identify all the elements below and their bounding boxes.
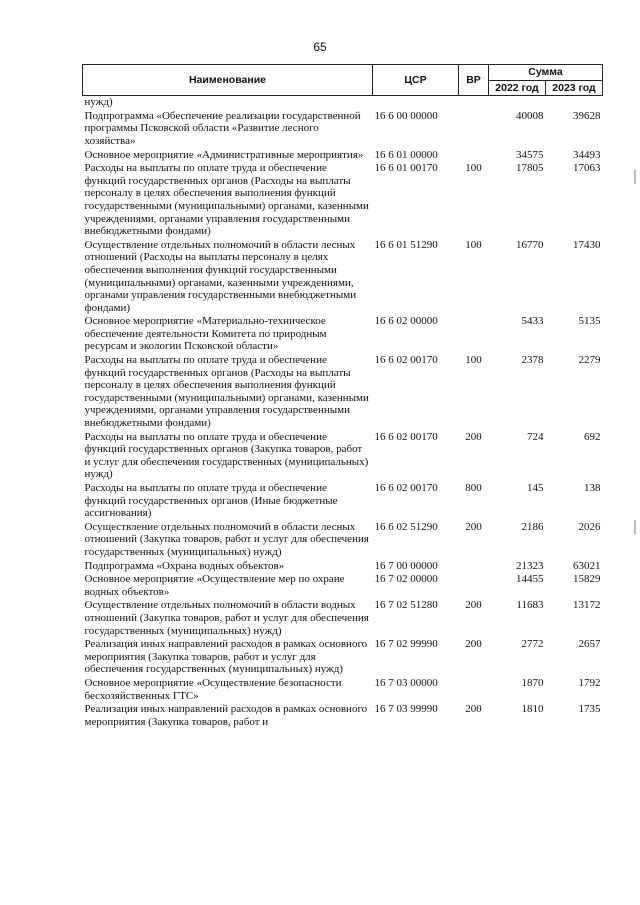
row-csr: 16 6 01 51290	[374, 238, 438, 251]
row-name: Осуществление отдельных полномочий в области лесных отношений (Закупка товаров, работ и услуг для обеспечения государственных (муниципальных) нужд)	[84, 520, 369, 558]
row-csr: 16 6 00 00000	[374, 109, 438, 122]
row-sum-2022: 40008	[516, 109, 544, 122]
table-row	[83, 239, 603, 316]
table-body	[83, 96, 603, 730]
row-sum-2022: 2378	[521, 354, 544, 367]
row-name: Расходы на выплаты по оплате труда и обеспечение функций государственных органов (Расходы на выплаты персоналу в целях обеспечения выполнения функций государственными (муниципальными) органами, казенными учреждениями, органами управления государственными внебюджетными фондами)	[84, 162, 369, 238]
row-vr	[459, 315, 489, 354]
row-vr: 100	[465, 162, 482, 175]
row-vr	[459, 677, 489, 703]
row-vr: 200	[465, 703, 482, 716]
row-name: Реализация иных направлений расходов в рамках основного мероприятия (Закупка товаров, работ и услуг для обеспечения государственных (муниципальных) нужд)	[84, 638, 368, 676]
row-csr: 16 6 02 00000	[374, 315, 438, 328]
row-sum-2023: 63021	[573, 559, 601, 572]
page-number: 65	[313, 40, 327, 54]
scan-edge-mark	[634, 520, 636, 534]
row-name: Основное мероприятие «Материально-техническое обеспечение деятельности Комитета по природным ресурсам и экологии Псковской области»	[84, 315, 327, 353]
row-csr: 16 6 01 00170	[374, 162, 438, 175]
table-row	[83, 482, 603, 521]
row-csr: 16 7 02 51280	[374, 599, 438, 612]
row-name: нужд)	[84, 96, 113, 109]
table-row	[83, 96, 603, 110]
header-csr: ЦСР	[373, 65, 459, 96]
row-csr: 16 6 02 00170	[374, 430, 438, 443]
table-row	[83, 638, 603, 677]
row-sum-2023: 2026	[578, 520, 601, 533]
row-sum-2022	[489, 96, 546, 110]
row-sum-2023: 692	[584, 430, 601, 443]
row-vr	[459, 110, 489, 149]
row-sum-2023: 17430	[573, 238, 601, 251]
row-sum-2023	[546, 96, 603, 110]
header-year-2022: 2022 год	[489, 80, 546, 96]
row-vr: 800	[465, 482, 482, 494]
row-vr	[459, 560, 489, 574]
table-row	[83, 521, 603, 560]
row-name: Подпрограмма «Обеспечение реализации государственной программы Псковской области «Развитие лесного хозяйства»	[84, 109, 361, 147]
row-csr: 16 7 03 99990	[374, 703, 438, 716]
row-name: Основное мероприятие «Административные мероприятия»	[84, 148, 364, 161]
row-sum-2022: 17805	[516, 162, 544, 175]
row-sum-2022: 2186	[521, 520, 544, 533]
row-sum-2022: 1870	[521, 676, 544, 689]
table-row	[83, 599, 603, 638]
row-sum-2022: 724	[527, 430, 544, 443]
table-row	[83, 431, 603, 482]
row-csr: 16 7 02 99990	[374, 638, 438, 651]
row-name: Подпрограмма «Охрана водных объектов»	[84, 559, 285, 572]
row-sum-2023: 17063	[573, 162, 601, 175]
row-sum-2022: 16770	[516, 238, 544, 251]
table-row	[83, 354, 603, 431]
row-name: Расходы на выплаты по оплате труда и обеспечение функций государственных органов (Закупка товаров, работ и услуг для обеспечения государственных (муниципальных) нужд)	[84, 430, 369, 481]
row-name: Расходы на выплаты по оплате труда и обеспечение функций государственных органов (Расходы на выплаты персоналу в целях обеспечения выполнения функций государственными (муниципальными) органами, казенными учреждениями, органами управления государственными внебюджетными фондами)	[84, 354, 369, 430]
header-sum: Сумма	[489, 65, 603, 81]
row-sum-2023: 2279	[578, 354, 601, 367]
row-vr	[459, 573, 489, 599]
row-csr: 16 6 02 00170	[374, 354, 438, 367]
row-vr: 200	[465, 599, 482, 612]
row-vr	[459, 149, 489, 163]
row-vr	[459, 96, 489, 110]
row-vr: 200	[465, 638, 482, 651]
row-sum-2023: 1735	[578, 703, 601, 716]
budget-table	[82, 64, 603, 729]
row-name: Основное мероприятие «Осуществление безопасности бесхозяйственных ГТС»	[84, 676, 342, 702]
row-sum-2022: 34575	[516, 148, 544, 161]
row-sum-2022: 14455	[516, 573, 544, 586]
table-row	[83, 560, 603, 574]
scan-edge-mark	[634, 170, 636, 184]
row-vr: 100	[465, 354, 482, 367]
row-name: Расходы на выплаты по оплате труда и обеспечение функций государственных органов (Иные бюджетные ассигнования)	[84, 482, 338, 520]
row-vr: 200	[465, 430, 482, 443]
row-sum-2023: 39628	[573, 109, 601, 122]
header-year-2023: 2023 год	[546, 80, 603, 96]
row-sum-2022: 2772	[521, 638, 544, 651]
row-vr: 200	[465, 520, 482, 533]
row-csr: 16 6 02 00170	[374, 482, 438, 494]
row-csr: 16 6 01 00000	[374, 148, 438, 161]
row-csr: 16 7 03 00000	[374, 676, 438, 689]
row-name: Основное мероприятие «Осуществление мер по охране водных объектов»	[84, 573, 345, 598]
table-row	[83, 110, 603, 149]
row-vr: 100	[465, 238, 482, 251]
row-sum-2023: 2657	[578, 638, 601, 651]
row-sum-2023: 34493	[573, 148, 601, 161]
row-csr	[373, 96, 459, 110]
table-row	[83, 677, 603, 703]
table-row	[83, 573, 603, 599]
row-sum-2022: 1810	[521, 703, 544, 716]
row-name: Осуществление отдельных полномочий в области водных отношений (Закупка товаров, работ и услуг для обеспечения государственных (муниципальных) нужд)	[84, 599, 369, 637]
row-sum-2023: 1792	[578, 676, 601, 689]
row-sum-2022: 5433	[521, 315, 544, 328]
row-csr: 16 7 02 00000	[374, 573, 438, 586]
row-sum-2022: 145	[527, 482, 544, 494]
row-sum-2022: 11683	[516, 599, 544, 612]
row-sum-2022: 21323	[516, 559, 544, 572]
row-name: Реализация иных направлений расходов в рамках основного мероприятия (Закупка товаров, работ и	[84, 703, 368, 728]
row-sum-2023: 15829	[573, 573, 601, 586]
table-row	[83, 162, 603, 239]
row-sum-2023: 13172	[573, 599, 601, 612]
row-name: Осуществление отдельных полномочий в области лесных отношений (Расходы на выплаты персоналу в целях обеспечения выполнения функций государственными (муниципальными) органами, казенными учреждениями, органами управления государственными внебюджетными фондами)	[84, 238, 357, 314]
row-sum-2023: 5135	[578, 315, 601, 328]
table-header	[83, 65, 603, 96]
table-row	[83, 315, 603, 354]
row-csr: 16 6 02 51290	[374, 520, 438, 533]
row-sum-2023: 138	[584, 482, 601, 494]
header-name: Наименование	[83, 65, 373, 96]
header-vr: ВР	[459, 65, 489, 96]
row-csr: 16 7 00 00000	[374, 559, 438, 572]
table-row	[83, 703, 603, 729]
table-row	[83, 149, 603, 163]
